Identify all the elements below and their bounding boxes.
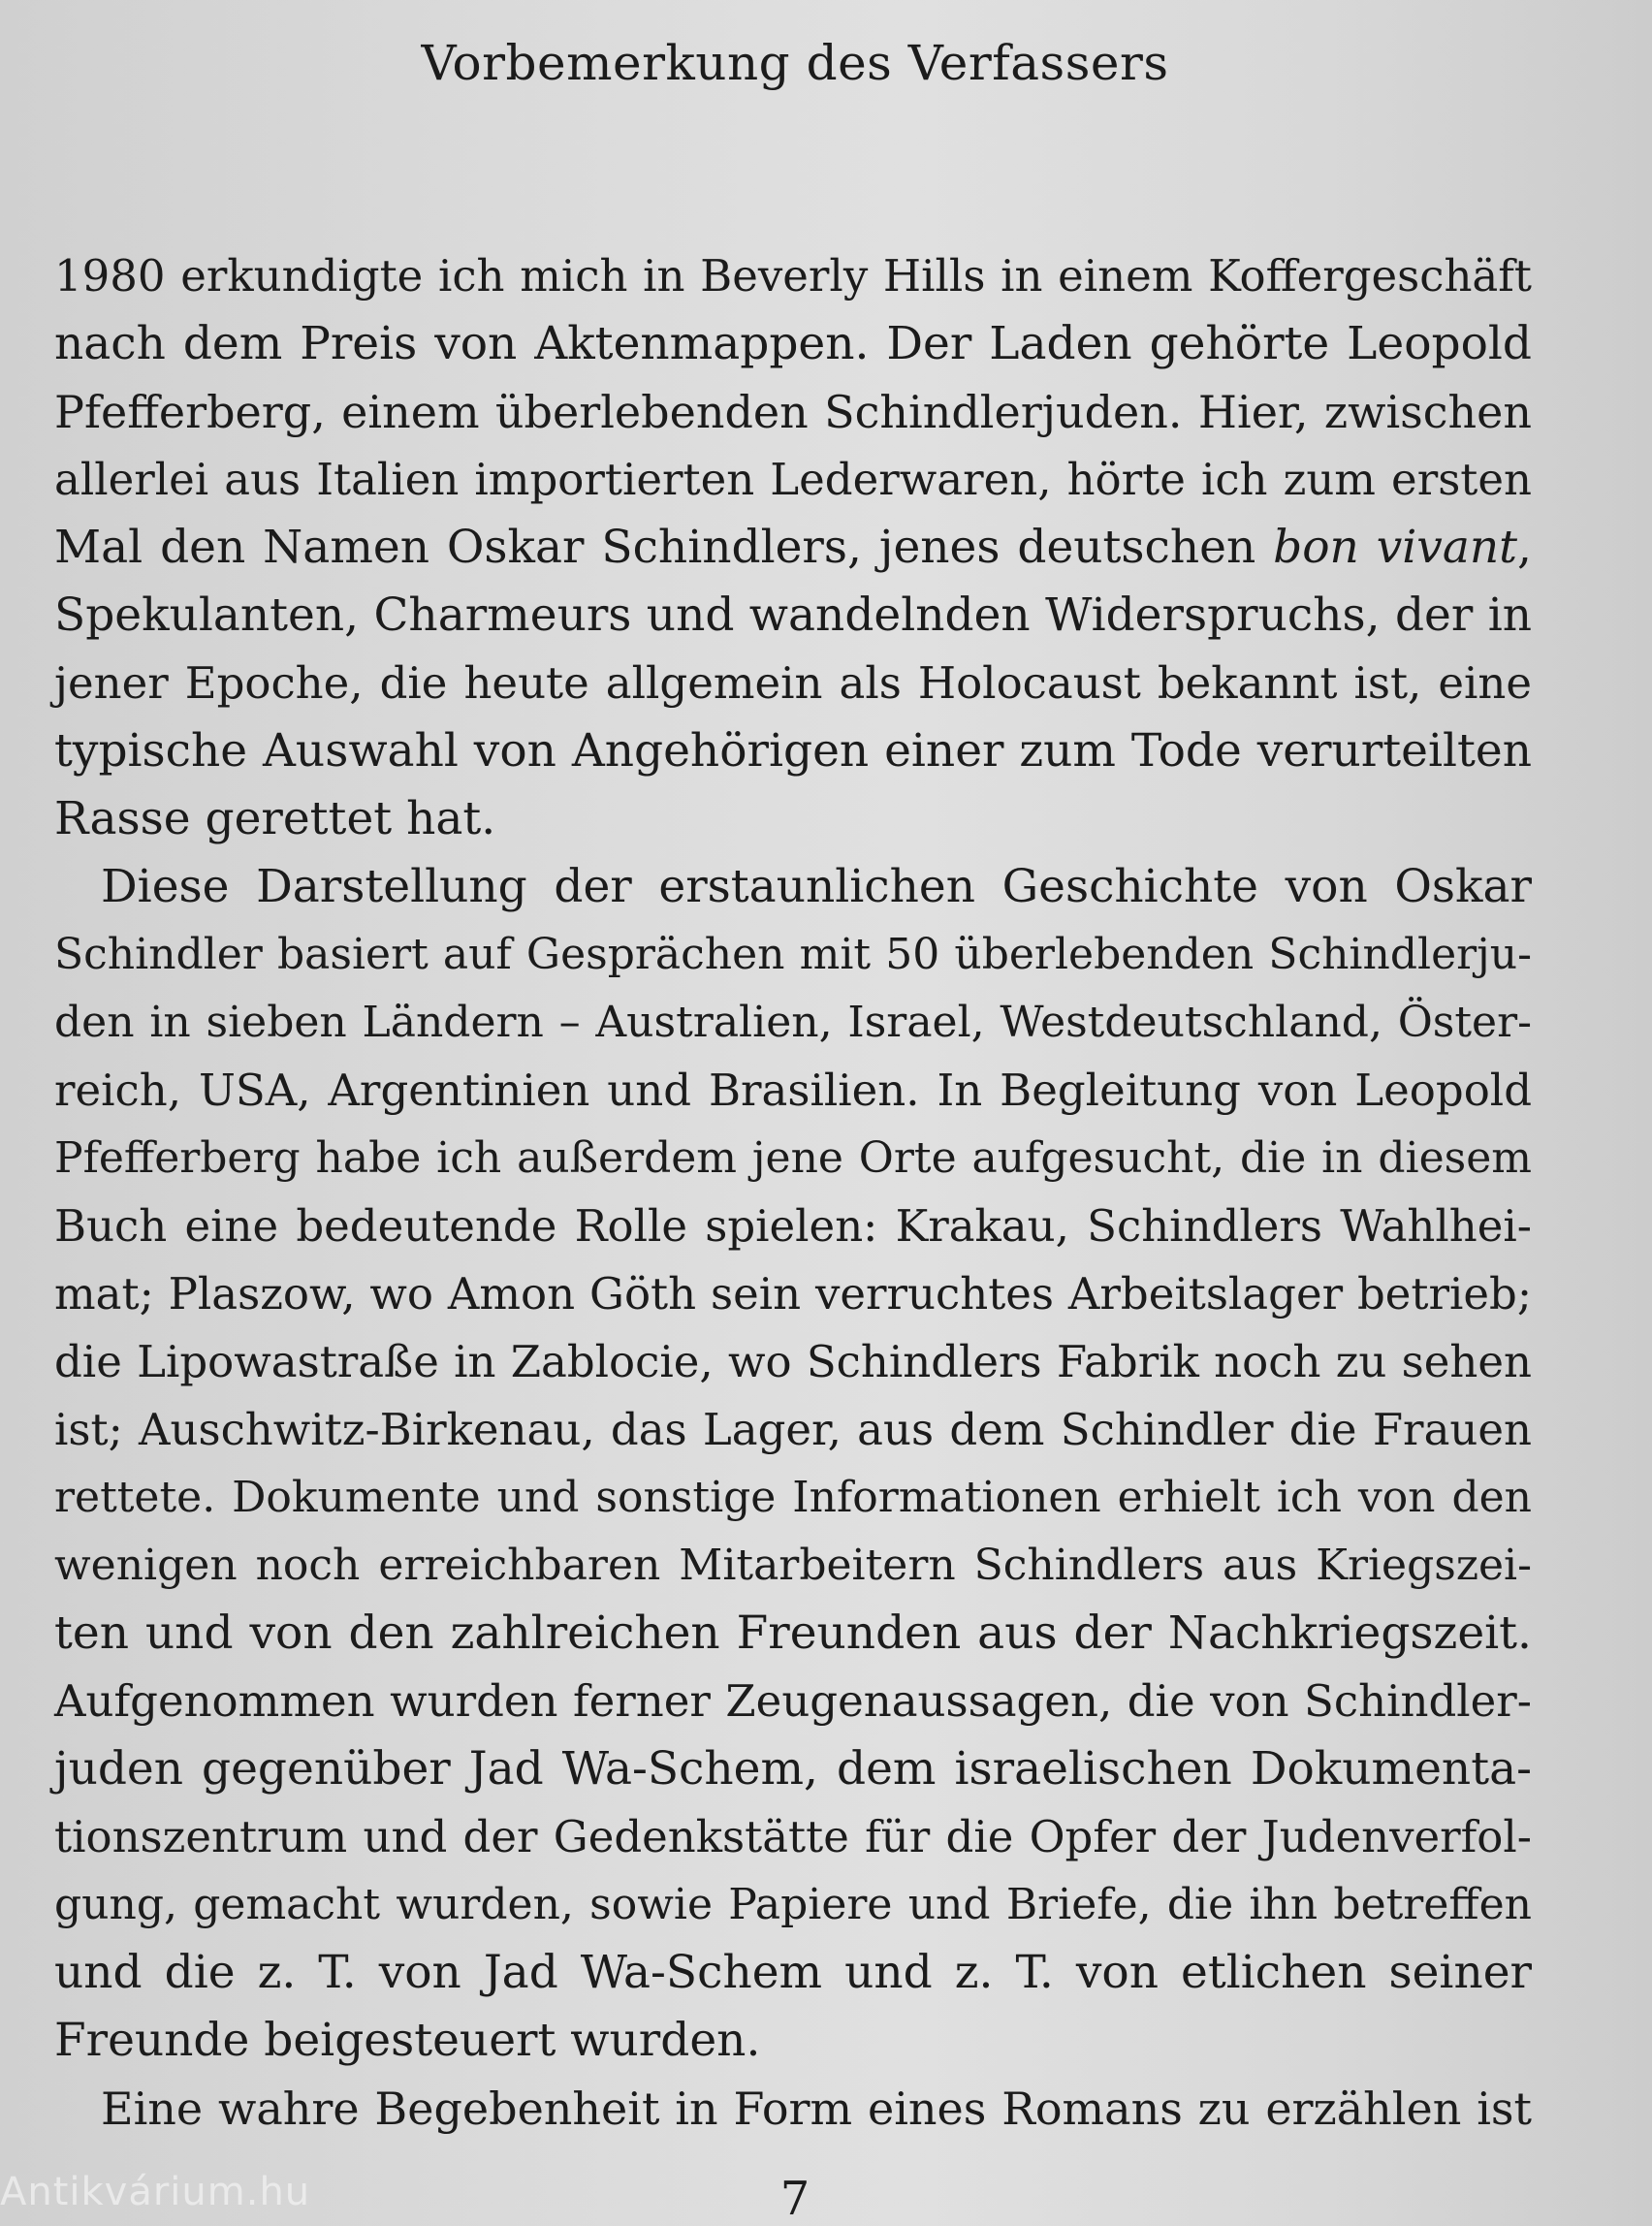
text-run: , bbox=[1517, 521, 1532, 574]
text-run: Mal den Namen Oskar Schindlers, jenes deutschen bbox=[54, 521, 1256, 574]
text-line: nach dem Preis von Aktenmappen. Der Laden gehörte Leopold bbox=[54, 317, 1532, 370]
text-line: Rasse gerettet hat. bbox=[54, 792, 496, 845]
body-text bbox=[54, 242, 1532, 2143]
paragraph-3 bbox=[54, 2075, 1532, 2143]
text-line: tionszentrum und der Gedenkstätte für die Opfer der Judenverfol- bbox=[54, 1811, 1532, 1862]
paragraph-1 bbox=[54, 242, 1532, 853]
text-line bbox=[54, 514, 1532, 582]
text-line: jener Epoche, die heute allgemein als Holocaust bekannt ist, eine bbox=[54, 657, 1532, 709]
text-line: allerlei aus Italien importierten Lederwaren, hörte ich zum ersten bbox=[54, 454, 1532, 505]
text-line: rettete. Dokumente und sonstige Informationen erhielt ich von den bbox=[54, 1473, 1532, 1522]
text-line: juden gegenüber Jad Wa-Schem, dem israelischen Dokumenta- bbox=[54, 1742, 1532, 1796]
text-line: 1980 erkundigte ich mich in Beverly Hills in einem Koffergeschäft bbox=[54, 250, 1532, 302]
text-line: die Lipowastraße in Zablocie, wo Schindlers Fabrik noch zu sehen bbox=[54, 1336, 1532, 1387]
page-number: 7 bbox=[779, 2172, 810, 2226]
text-line: gung, gemacht wurden, sowie Papiere und Briefe, die ihn betreffen bbox=[54, 1880, 1532, 1929]
text-line: Aufgenommen wurden ferner Zeugenaussagen, die von Schindler- bbox=[54, 1675, 1532, 1727]
text-line: wenigen noch erreichbaren Mitarbeitern Schindlers aus Kriegszei- bbox=[54, 1541, 1532, 1590]
text-line: Spekulanten, Charmeurs und wandelnden Widerspruchs, der in bbox=[54, 588, 1532, 642]
text-line: mat; Plaszow, wo Amon Göth sein verruchtes Arbeitslager betrieb; bbox=[54, 1268, 1532, 1320]
text-line: den in sieben Ländern – Australien, Israel, Westdeutschland, Öster- bbox=[54, 998, 1532, 1047]
paragraph-2 bbox=[54, 853, 1532, 2075]
text-line: Schindler basiert auf Gesprächen mit 50 überlebenden Schindlerju- bbox=[54, 930, 1532, 979]
watermark: Antikvárium.hu bbox=[0, 2170, 311, 2214]
page-heading: Vorbemerkung des Verfassers bbox=[421, 35, 1169, 91]
text-line: Buch eine bedeutende Rolle spielen: Krakau, Schindlers Wahlhei- bbox=[54, 1200, 1532, 1252]
text-line: ist; Auschwitz-Birkenau, das Lager, aus dem Schindler die Frauen bbox=[54, 1404, 1532, 1455]
text-line: ten und von den zahlreichen Freunden aus der Nachkriegszeit. bbox=[54, 1606, 1532, 1660]
text-line: Diese Darstellung der erstaunlichen Geschichte von Oskar bbox=[101, 860, 1532, 913]
text-line: und die z. T. von Jad Wa-Schem und z. T. von etlichen seiner bbox=[54, 1946, 1532, 1999]
text-line: typische Auswahl von Angehörigen einer zum Tode verurteilten bbox=[54, 724, 1532, 778]
text-line: reich, USA, Argentinien und Brasilien. In Begleitung von Leopold bbox=[54, 1065, 1532, 1116]
italic-phrase: bon vivant bbox=[1273, 521, 1518, 574]
text-line: Pfefferberg, einem überlebenden Schindlerjuden. Hier, zwischen bbox=[54, 386, 1532, 438]
text-line: Eine wahre Begebenheit in Form eines Romans zu erzählen ist bbox=[101, 2083, 1532, 2135]
text-line: Pfefferberg habe ich außerdem jene Orte aufgesucht, die in diesem bbox=[54, 1133, 1532, 1183]
text-line: Freunde beigesteuert wurden. bbox=[54, 2014, 761, 2067]
